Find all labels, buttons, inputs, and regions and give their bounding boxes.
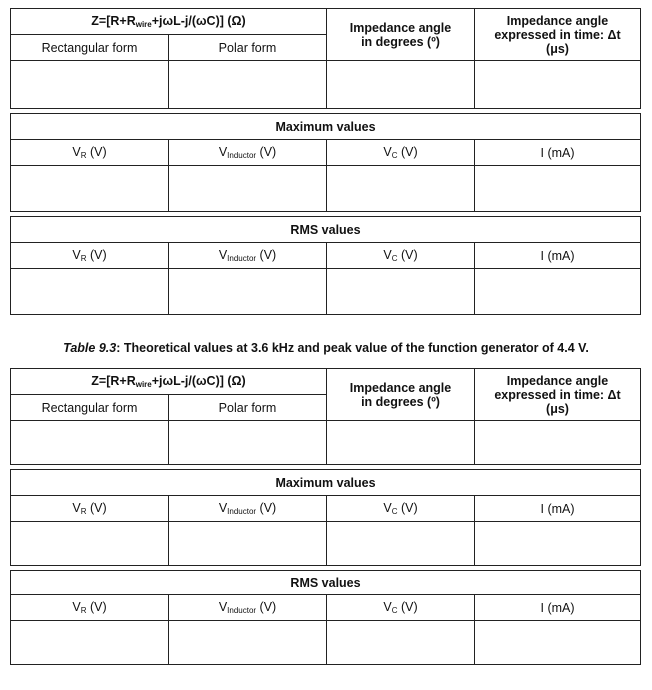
impedance-angle-time-header: Impedance angle expressed in time: Δt (μs) [475,9,641,61]
polar-form-header: Polar form [169,35,327,61]
impedance-header: $Z=[R+R_{wire}+j\omega L-j/(\omega C)]$ (Ω) [11,9,327,35]
angle-time-cell[interactable] [475,61,641,109]
i-rms-cell[interactable] [475,269,641,315]
table-1 [10,8,640,315]
impedance-header: $Z=[R+R_{wire}+j\omega L-j/(\omega C)]$ (Ω) [11,369,327,395]
rectangular-form-header: Rectangular form [11,35,169,61]
polar-form-header: Polar form [169,395,327,421]
vinductor-rms-cell[interactable] [169,269,327,315]
i-rms-cell[interactable] [475,621,641,665]
maximum-values-title: Maximum values [11,114,641,140]
vr-rms-cell[interactable] [11,269,169,315]
polar-cell[interactable] [169,61,327,109]
maximum-values-title: Maximum values [11,470,641,496]
impedance-angle-degrees-header: Impedance angle in degrees (º) [327,9,475,61]
vc-max-cell[interactable] [327,166,475,212]
angle-degrees-cell[interactable] [327,421,475,465]
vr-max-header: $V_R$ (V) [11,496,169,522]
rectangular-cell[interactable] [11,61,169,109]
i-max-cell[interactable] [475,166,641,212]
vc-max-cell[interactable] [327,522,475,566]
vinductor-rms-header: $V_{Inductor}$ (V) [169,243,327,269]
vc-rms-header: $V_C$ (V) [327,243,475,269]
vc-rms-cell[interactable] [327,621,475,665]
vr-max-header: $V_R$ (V) [11,140,169,166]
angle-degrees-cell[interactable] [327,61,475,109]
vc-max-header: $V_C$ (V) [327,496,475,522]
vinductor-max-cell[interactable] [169,166,327,212]
vr-rms-header: $V_R$ (V) [11,595,169,621]
vr-rms-cell[interactable] [11,621,169,665]
vinductor-rms-header: $V_{Inductor}$ (V) [169,595,327,621]
vinductor-max-header: $V_{Inductor}$ (V) [169,496,327,522]
rms-values-title: RMS values [11,571,641,595]
table-caption: Table 9.3: Theoretical values at 3.6 kHz and peak value of the function generator of 4.4 V. [63,341,589,355]
i-max-cell[interactable] [475,522,641,566]
vc-max-header: $V_C$ (V) [327,140,475,166]
vinductor-rms-cell[interactable] [169,621,327,665]
vr-max-cell[interactable] [11,166,169,212]
vc-rms-header: $V_C$ (V) [327,595,475,621]
impedance-angle-time-header: Impedance angle expressed in time: Δt (μs) [475,369,641,421]
i-rms-header: I (mA) [475,595,641,621]
table-2 [10,368,640,665]
vr-max-cell[interactable] [11,522,169,566]
vinductor-max-cell[interactable] [169,522,327,566]
impedance-angle-degrees-header: Impedance angle in degrees (º) [327,369,475,421]
vc-rms-cell[interactable] [327,269,475,315]
rectangular-cell[interactable] [11,421,169,465]
i-rms-header: I (mA) [475,243,641,269]
polar-cell[interactable] [169,421,327,465]
vr-rms-header: $V_R$ (V) [11,243,169,269]
rectangular-form-header: Rectangular form [11,395,169,421]
i-max-header: I (mA) [475,496,641,522]
rms-values-title: RMS values [11,217,641,243]
i-max-header: I (mA) [475,140,641,166]
angle-time-cell[interactable] [475,421,641,465]
vinductor-max-header: $V_{Inductor}$ (V) [169,140,327,166]
